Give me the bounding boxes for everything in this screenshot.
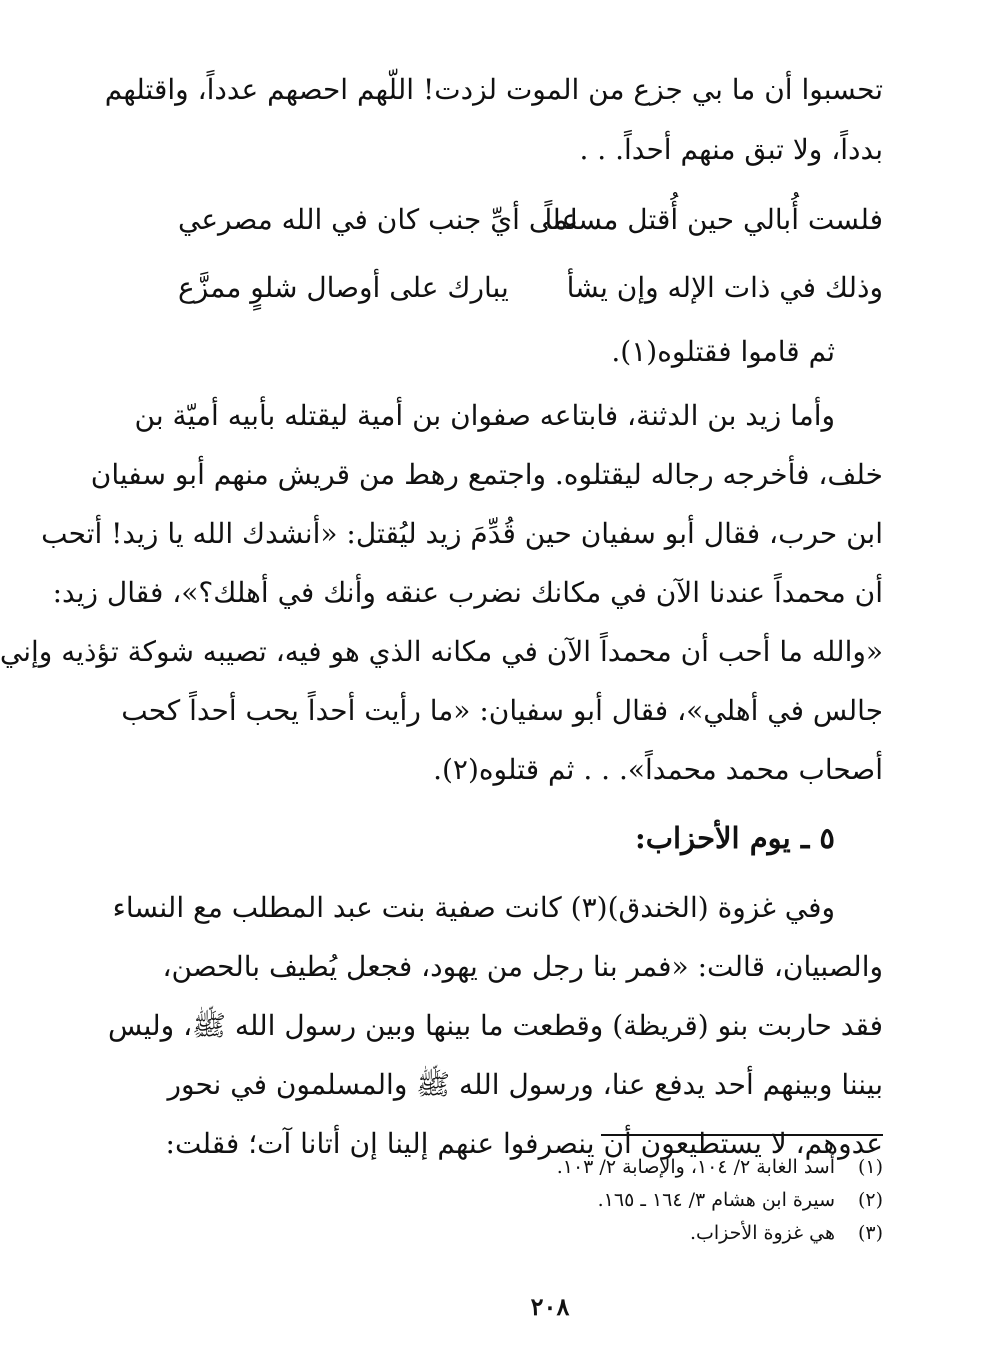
verse-second-hemistich: على أيِّ جنب كان في الله مصرعي <box>178 203 579 236</box>
page-number: ٢٠٨ <box>530 1292 570 1321</box>
text-line: «والله ما أحب أن محمداً الآن في مكانه الذي هو فيه، تصيبه شوكة تؤذيه وإني <box>0 635 883 668</box>
footnote-number: (١) <box>857 1156 883 1178</box>
text-line: أصحاب محمد محمداً». . . ثم قتلوه(٢). <box>433 753 883 786</box>
footnote-text: سيرة ابن هشام ٣/ ١٦٤ ـ ١٦٥. <box>597 1189 835 1211</box>
text-line: ابن حرب، فقال أبو سفيان حين قُدِّمَ زيد ليُقتل: «أنشدك الله يا زيد! أتحب <box>41 517 883 550</box>
verse-first-hemistich: فلست أُبالي حين أُقتل مسلماً <box>544 203 883 236</box>
text-line: وفي غزوة (الخندق)(٣) كانت صفية بنت عبد المطلب مع النساء <box>112 891 835 924</box>
footnote <box>557 1152 883 1182</box>
text-line: بيننا وبينهم أحد يدفع عنا، ورسول الله ﷺ والمسلمون في نحور <box>167 1068 883 1101</box>
footnote-number: (٣) <box>857 1222 883 1244</box>
text-line: فقد حاربت بنو (قريظة) وقطعت ما بينها وبين رسول الله ﷺ، وليس <box>107 1009 883 1042</box>
text-line: ثم قاموا فقتلوه(١). <box>611 335 835 368</box>
verse-row <box>178 190 883 250</box>
footnote-text: هي غزوة الأحزاب. <box>689 1222 835 1244</box>
verse-first-hemistich: وذلك في ذات الإله وإن يشأ <box>566 271 883 304</box>
footnote-number: (٢) <box>857 1189 883 1211</box>
footnote <box>690 1218 883 1248</box>
text-line: جالس في أهلي»، فقال أبو سفيان: «ما رأيت أحداً يحب أحداً كحب <box>121 694 883 727</box>
verse-second-hemistich: يبارك على أوصال شلوٍ ممزَّع <box>178 271 509 304</box>
footnote <box>598 1185 883 1215</box>
text-line: عدوهم، لا يستطيعون أن ينصرفوا عنهم إلينا إن أتانا آت؛ فقلت: <box>165 1127 883 1160</box>
text-line: والصبيان، قالت: «فمر بنا رجل من يهود، فجعل يُطيف بالحصن، <box>162 950 883 983</box>
footnote-separator <box>601 1134 883 1136</box>
footnote-text: أسد الغابة ٢/ ١٠٤، والإصابة ٢/ ١٠٣. <box>556 1156 835 1178</box>
text-line: تحسبوا أن ما بي جزع من الموت لزدت! اللّهم احصهم عدداً، واقتلهم <box>104 73 883 106</box>
verse-row <box>178 258 883 318</box>
text-line: أن محمداً عندنا الآن في مكانك نضرب عنقه وأنك في أهلك؟»، فقال زيد: <box>52 576 883 609</box>
text-line: وأما زيد بن الدثنة، فابتاعه صفوان بن أمية ليقتله بأبيه أميّة بن <box>134 399 835 432</box>
text-line: بدداً، ولا تبق منهم أحداً. . . <box>579 133 883 166</box>
text-line: خلف، فأخرجه رجاله ليقتلوه. واجتمع رهط من قريش منهم أبو سفيان <box>90 458 883 491</box>
section-heading: ٥ ـ يوم الأحزاب: <box>635 821 835 855</box>
